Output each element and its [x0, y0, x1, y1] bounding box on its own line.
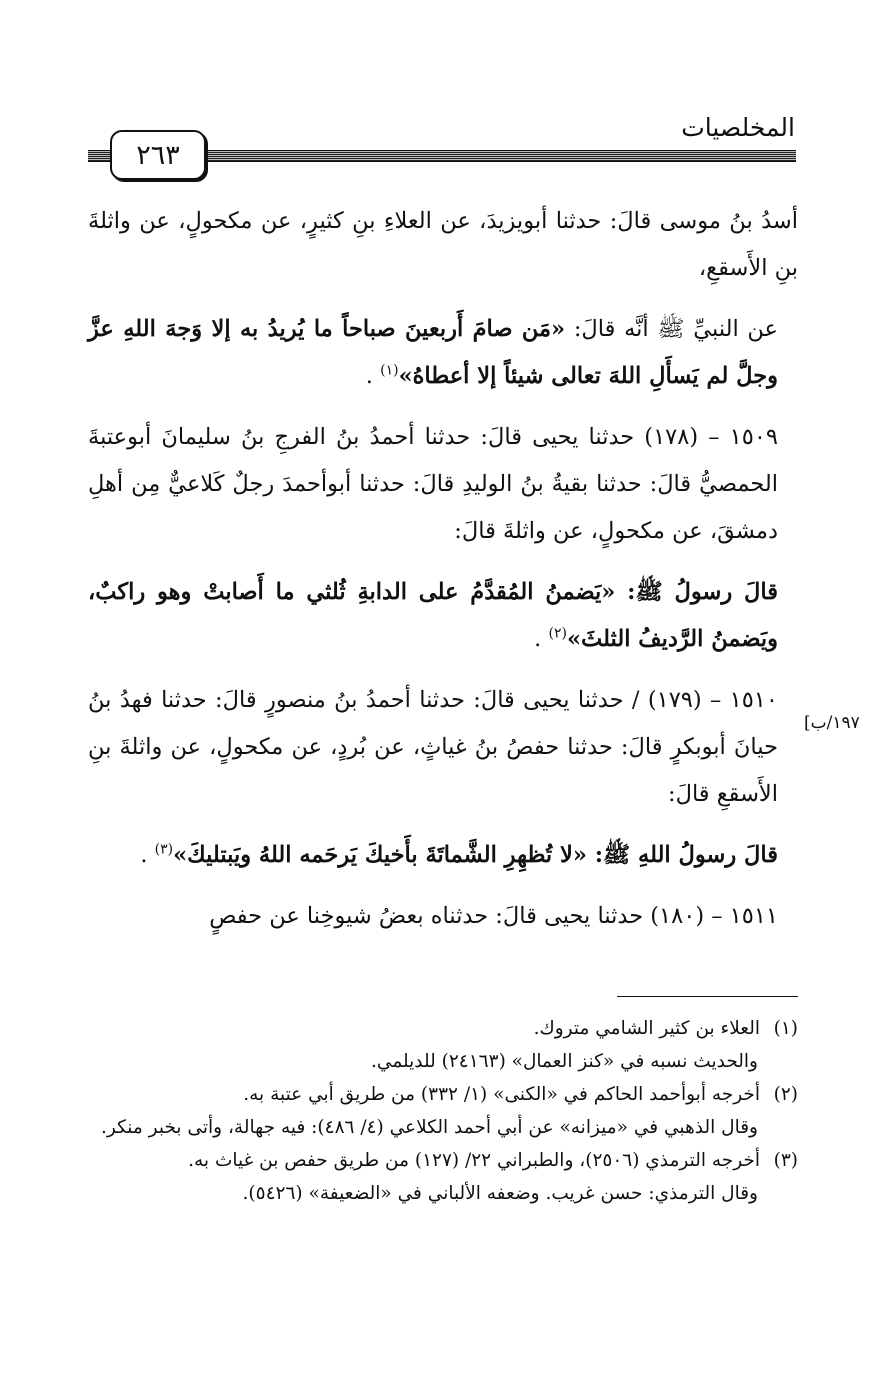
paragraph-1509: [88, 414, 798, 555]
footnote-text: وقال الترمذي: حسن غريب. وضعفه الألباني في «الضعيفة» (٥٤٢٦).: [242, 1183, 758, 1204]
footnote-3-continued: [88, 1177, 798, 1210]
hadith-text: «مَن صامَ أَربعينَ صباحاً ما يُريدُ به إلا وَجهَ اللهِ عزَّ وجلَّ لم يَسأَلِ اللهَ تعالى شيئاً إلا أعطاهُ»: [88, 316, 778, 389]
hadith-intro: قالَ رسولُ ﷺ:: [615, 579, 779, 605]
footnote-text: أخرجه أبوأحمد الحاكم في «الكنى» (١/ ٣٣٢) من طريق أبي عتبة به.: [243, 1084, 760, 1105]
footnote-2-continued: [88, 1111, 798, 1144]
page-number: ٢٦٣: [110, 130, 206, 180]
paragraph-hadith-1: عن النبيِّ ﷺ أنَّه قالَ: «مَن صامَ أَربعينَ صباحاً ما يُريدُ به إلا وَجهَ اللهِ عزَّ وجلَّ لم يَسأَلِ اللهَ تعالى شيئاً إلا أعطاهُ»$^{(١)}$ .: [88, 316, 778, 389]
footnotes: [88, 1012, 798, 1210]
paragraph-text: ١٥٠٩ – (١٧٨) حدثنا يحيى قالَ: حدثنا أحمدُ بنُ الفرجِ بنُ سليمانَ أبوعتبةَ الحمصيُّ قالَ: حدثنا بقيةُ بنُ الوليدِ قالَ: حدثنا أبوأحمدَ رجلٌ كَلاعيٌّ مِن أهلِ دمشقَ، عن مكحولٍ، عن واثلةَ قالَ:: [88, 424, 778, 544]
footnote-ref: (٣): [154, 841, 174, 858]
hadith-intro: قالَ رسولُ اللهِ ﷺ:: [586, 842, 778, 868]
paragraph-1510: [88, 677, 798, 818]
footnote-1-continued: [88, 1045, 798, 1078]
hadith-intro: عن النبيِّ ﷺ أنَّه قالَ:: [565, 316, 778, 342]
footnote-1: [88, 1012, 798, 1045]
footnote-3: [88, 1144, 798, 1177]
paragraph-text: ١٥١٠ – (١٧٩) / حدثنا يحيى قالَ: حدثنا أحمدُ بنُ منصورٍ قالَ: حدثنا فهدُ بنُ حيانَ أبوبكرٍ قالَ: حدثنا حفصُ بنُ غياثٍ، عن بُردٍ، عن مكحولٍ، عن واثلةَ بنِ الأَسقعِ قالَ:: [88, 687, 778, 807]
margin-folio-note: [١٩٧/ب: [804, 713, 860, 733]
paragraph-hadith-2: قالَ رسولُ ﷺ: «يَضمنُ المُقدَّمُ على الدابةِ ثُلثي ما أَصابتْ وهو راكبٌ، ويَضمنُ الرَّديفُ الثلثَ»$^{(٢)}$ .: [88, 579, 779, 652]
footnote-2: [88, 1078, 798, 1111]
hadith-text: «لا تُظهِرِ الشَّماتَةَ بأَخيكَ يَرحَمه اللهُ ويَبتليكَ»: [173, 842, 587, 868]
footnote-text: وقال الذهبي في «ميزانه» عن أبي أحمد الكلاعي (٤/ ٤٨٦): فيه جهالة، وأتى بخبر منكر.: [100, 1117, 758, 1138]
main-text: [88, 198, 798, 954]
paragraph-isnad-continuation: [88, 198, 798, 292]
paragraph-text: أسدُ بنُ موسى قالَ: حدثنا أبويزيدَ، عن العلاءِ بنِ كثيرٍ، عن مكحولٍ، عن واثلةَ بنِ الأَسقعِ،: [88, 208, 798, 281]
running-title: المخلصيات: [681, 113, 795, 142]
footnote-text: أخرجه الترمذي (٢٥٠٦)، والطبراني ٢٢/ (١٢٧) من طريق حفص بن غياث به.: [188, 1150, 760, 1171]
hadith-text: «يَضمنُ المُقدَّمُ على الدابةِ ثُلثي ما أَصابتْ وهو راكبٌ، ويَضمنُ الرَّديفُ الثلثَ»: [88, 579, 778, 652]
footnote-text: والحديث نسبه في «كنز العمال» (٢٤١٦٣) للديلمي.: [371, 1051, 758, 1072]
paragraph-text: ١٥١١ – (١٨٠) حدثنا يحيى قالَ: حدثناه بعضُ شيوخِنا عن حفصٍ: [209, 903, 778, 929]
footnote-ref: (٢): [548, 625, 567, 642]
footnote-number: (١): [773, 1018, 798, 1039]
footnote-number: (٢): [773, 1084, 798, 1105]
footnote-text: العلاء بن كثير الشامي متروك.: [533, 1018, 760, 1039]
paragraph-1511: [88, 893, 798, 940]
footnote-number: (٣): [773, 1150, 798, 1171]
footnote-ref: (١): [380, 362, 399, 379]
paragraph-hadith-3: قالَ رسولُ اللهِ ﷺ: «لا تُظهِرِ الشَّماتَةَ بأَخيكَ يَرحَمه اللهُ ويَبتليكَ»$^{(٣)}$ .: [140, 841, 778, 868]
footnote-separator: [617, 996, 798, 997]
